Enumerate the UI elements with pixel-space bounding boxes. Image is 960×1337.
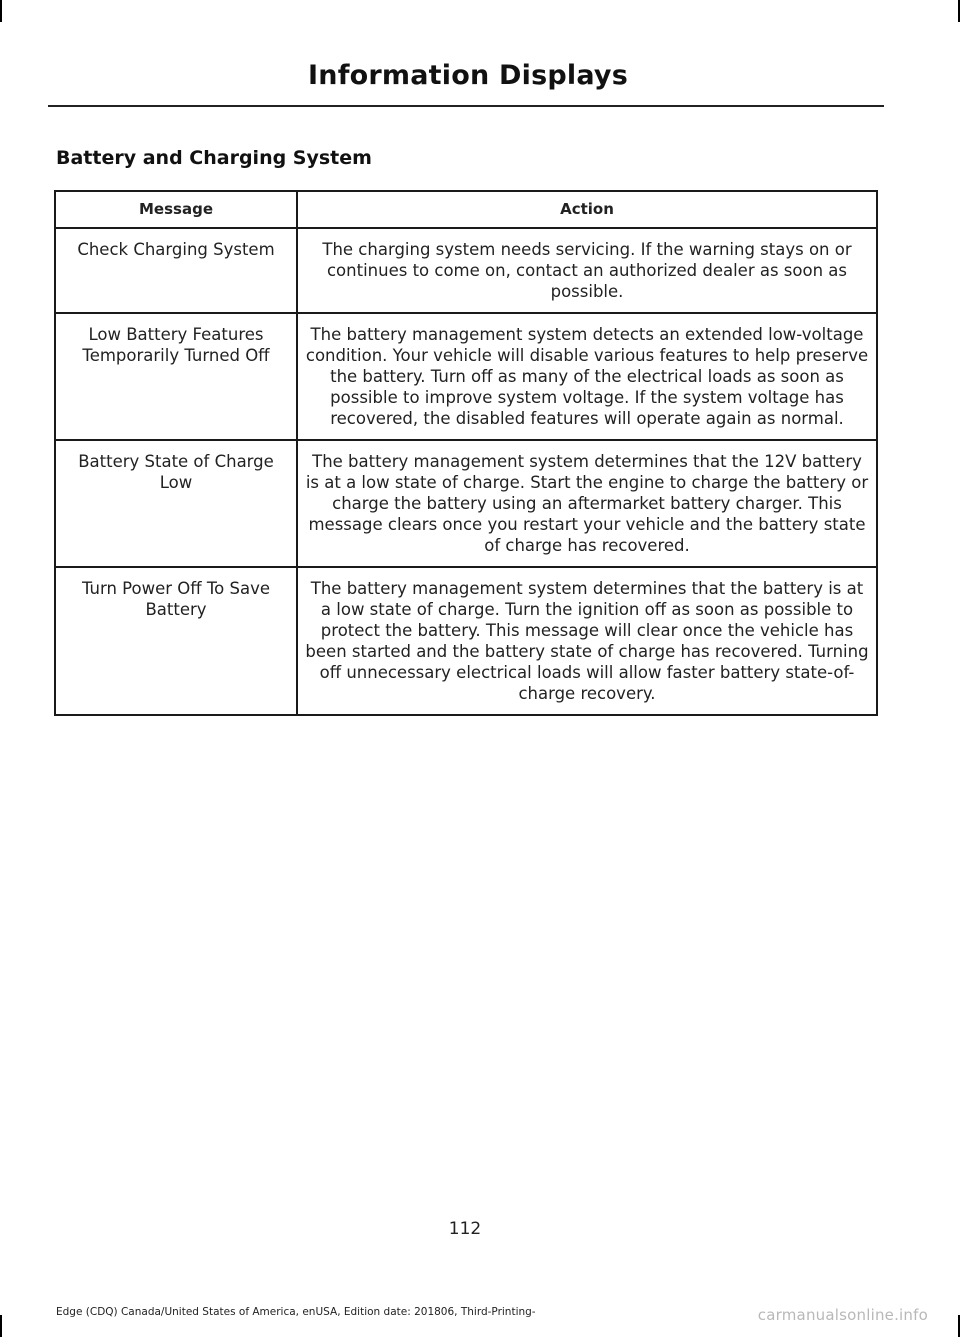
table-header-row [55,191,877,228]
page-number: 112 [448,1219,482,1239]
action-cell: The battery management system determines that the battery is at a low state of charge. Turn the ignition off as soon as possible to protect the battery. This message will clear once the vehicle has been started and the battery state of charge has recovered. Turning off unnecessary electrical loads will allow faster battery state-of-charge recovery. [297,567,877,715]
table-row [55,313,877,440]
message-cell: Turn Power Off To Save Battery [55,567,297,715]
crop-mark [0,1315,2,1337]
column-header-message: Message [55,191,297,228]
section-title: Battery and Charging System [56,147,372,169]
messages-table [54,190,878,716]
footer-edition-info: Edge (CDQ) Canada/United States of America, enUSA, Edition date: 201806, Third-Printing- [56,1306,536,1318]
table-row [55,440,877,567]
crop-mark [0,0,2,22]
table-row [55,228,877,313]
watermark-text: carmanualsonline.info [757,1306,928,1324]
column-header-action: Action [297,191,877,228]
action-cell: The battery management system detects an extended low-voltage condition. Your vehicle will disable various features to help preserve the battery. Turn off as many of the electrical loads as soon as possible to improve system voltage. If the system voltage has recovered, the disabled features will operate again as normal. [297,313,877,440]
action-cell: The charging system needs servicing. If the warning stays on or continues to come on, contact an authorized dealer as soon as possible. [297,228,877,313]
table-row [55,567,877,715]
header-divider [48,105,884,107]
message-cell: Low Battery Features Temporarily Turned Off [55,313,297,440]
action-cell: The battery management system determines that the 12V battery is at a low state of charge. Start the engine to charge the battery or charge the battery using an aftermarket battery charger. This message clears once you restart your vehicle and the battery state of charge has recovered. [297,440,877,567]
message-cell: Battery State of Charge Low [55,440,297,567]
message-cell: Check Charging System [55,228,297,313]
page-header-title: Information Displays [308,60,628,91]
